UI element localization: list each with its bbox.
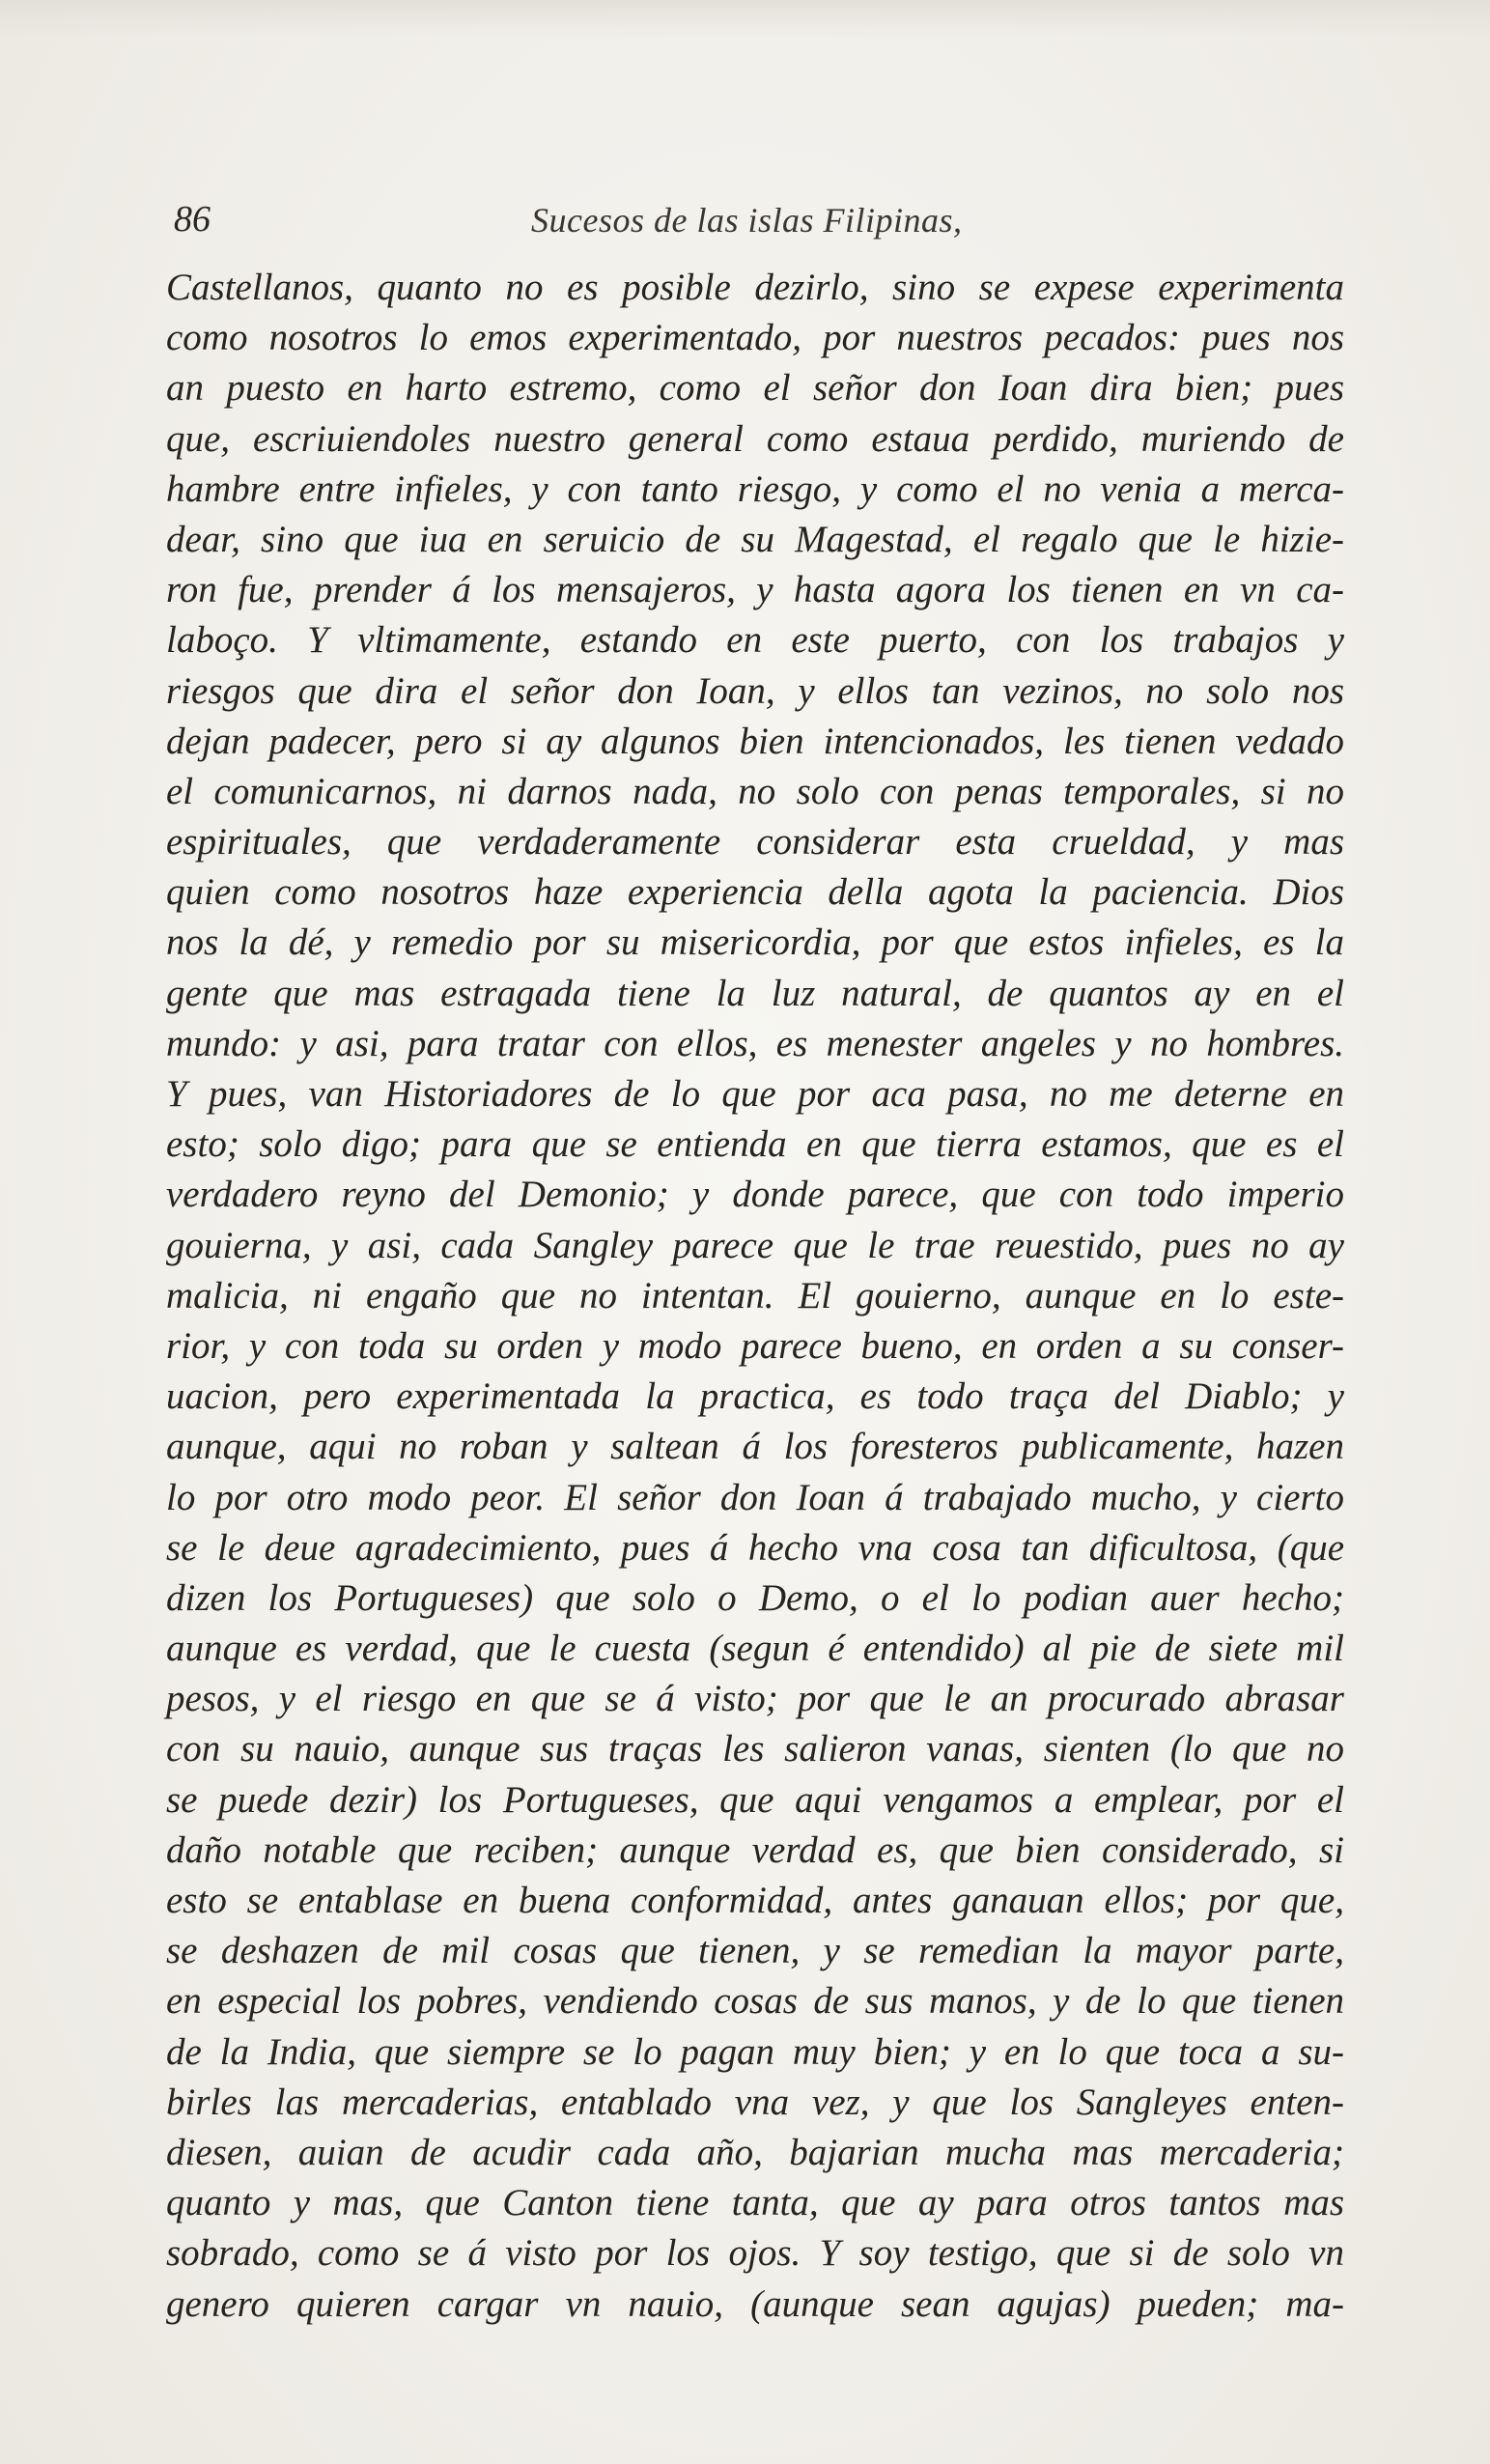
text-line: birles las mercaderias, entablado vna vez, y que los Sangleyes enten- <box>166 2081 1344 2123</box>
text-line: verdadero reyno del Demonio; y donde parece, que con todo imperio <box>166 1174 1344 1216</box>
text-line: dizen los Portugueses) que solo o Demo, o el lo podian auer hecho; <box>166 1576 1344 1619</box>
text-line: se puede dezir) los Portugueses, que aqui vengamos a emplear, por el <box>166 1778 1344 1821</box>
text-line: en especial los pobres, vendiendo cosas de sus manos, y de lo que tienen <box>166 1980 1344 2023</box>
text-line: mundo: y asi, para tratar con ellos, es menester angeles y no hombres. <box>166 1022 1344 1064</box>
text-line: uacion, pero experimentada la practica, es todo traça del Diablo; y <box>166 1375 1344 1418</box>
text-line: diesen, auian de acudir cada año, bajarian mucha mas mercaderia; <box>166 2131 1344 2173</box>
text-line: dear, sino que iua en seruicio de su Magestad, el regalo que le hizie- <box>166 518 1344 560</box>
text-line: espirituales, que verdaderamente considerar esta crueldad, y mas <box>166 821 1344 864</box>
text-line: lo por otro modo peor. El señor don Ioan á trabajado mucho, y cierto <box>166 1476 1344 1518</box>
text-line: esto se entablase en buena conformidad, antes ganauan ellos; por que, <box>166 1880 1344 1921</box>
text-line: se deshazen de mil cosas que tienen, y se remedian la mayor parte, <box>166 1930 1344 1972</box>
text-line: quanto y mas, que Canton tiene tanta, que ay para otros tantos mas <box>166 2182 1344 2224</box>
text-line: esto; solo digo; para que se entienda en que tierra estamos, que es el <box>166 1123 1344 1166</box>
text-line: Castellanos, quanto no es posible dezirlo, sino se expese experimenta <box>166 267 1344 308</box>
text-line: nos la dé, y remedio por su misericordia, por que estos infieles, es la <box>166 921 1344 964</box>
text-line: que, escriuiendoles nuestro general como estaua perdido, muriendo de <box>166 417 1344 460</box>
text-line: laboço. Y vltimamente, estando en este puerto, con los trabajos y <box>166 619 1344 662</box>
text-line: pesos, y el riesgo en que se á visto; por que le an procurado abrasar <box>166 1678 1344 1720</box>
text-line: dejan padecer, pero si ay algunos bien intencionados, les tienen vedado <box>166 720 1344 762</box>
body-text <box>166 263 1344 2330</box>
text-line: gouierna, y asi, cada Sangley parece que le trae reuestido, pues no ay <box>166 1224 1344 1266</box>
text-line: se le deue agradecimiento, pues á hecho vna cosa tan dificultosa, (que <box>166 1526 1344 1569</box>
text-line: hambre entre infieles, y con tanto riesgo, y como el no venia a merca- <box>166 467 1344 510</box>
running-title: Sucesos de las islas Filipinas, <box>531 201 963 240</box>
text-line: de la India, que siempre se lo pagan muy bien; y en lo que toca a su- <box>166 2030 1344 2073</box>
page-edge-shadow <box>0 0 1490 39</box>
text-line: rior, y con toda su orden y modo parece bueno, en orden a su conser- <box>166 1324 1344 1367</box>
text-line: riesgos que dira el señor don Ioan, y ellos tan vezinos, no solo nos <box>166 669 1344 712</box>
text-line: daño notable que reciben; aunque verdad es, que bien considerado, si <box>166 1828 1344 1871</box>
text-line: sobrado, como se á visto por los ojos. Y soy testigo, que si de solo vn <box>166 2232 1344 2275</box>
text-line: ron fue, prender á los mensajeros, y hasta agora los tienen en vn ca- <box>166 569 1344 611</box>
page-number: 86 <box>174 199 211 240</box>
text-line: como nosotros lo emos experimentado, por nuestros pecados: pues nos <box>166 317 1344 359</box>
text-line: genero quieren cargar vn nauio, (aunque sean agujas) pueden; ma- <box>166 2282 1344 2325</box>
text-line: malicia, ni engaño que no intentan. El gouierno, aunque en lo este- <box>166 1274 1344 1317</box>
text-line: gente que mas estragada tiene la luz natural, de quantos ay en el <box>166 972 1344 1014</box>
text-line: aunque, aqui no roban y saltean á los foresteros publicamente, hazen <box>166 1426 1344 1468</box>
text-line: Y pues, van Historiadores de lo que por aca pasa, no me deterne en <box>166 1073 1344 1115</box>
text-line: con su nauio, aunque sus traças les salieron vanas, sienten (lo que no <box>166 1728 1344 1770</box>
text-line: el comunicarnos, ni darnos nada, no solo con penas temporales, si no <box>166 770 1344 812</box>
page-header <box>174 198 1333 256</box>
text-line: aunque es verdad, que le cuesta (segun é entendido) al pie de siete mil <box>166 1628 1344 1670</box>
text-line: quien como nosotros haze experiencia della agota la paciencia. Dios <box>166 871 1344 914</box>
text-line: an puesto en harto estremo, como el señor don Ioan dira bien; pues <box>166 367 1344 410</box>
